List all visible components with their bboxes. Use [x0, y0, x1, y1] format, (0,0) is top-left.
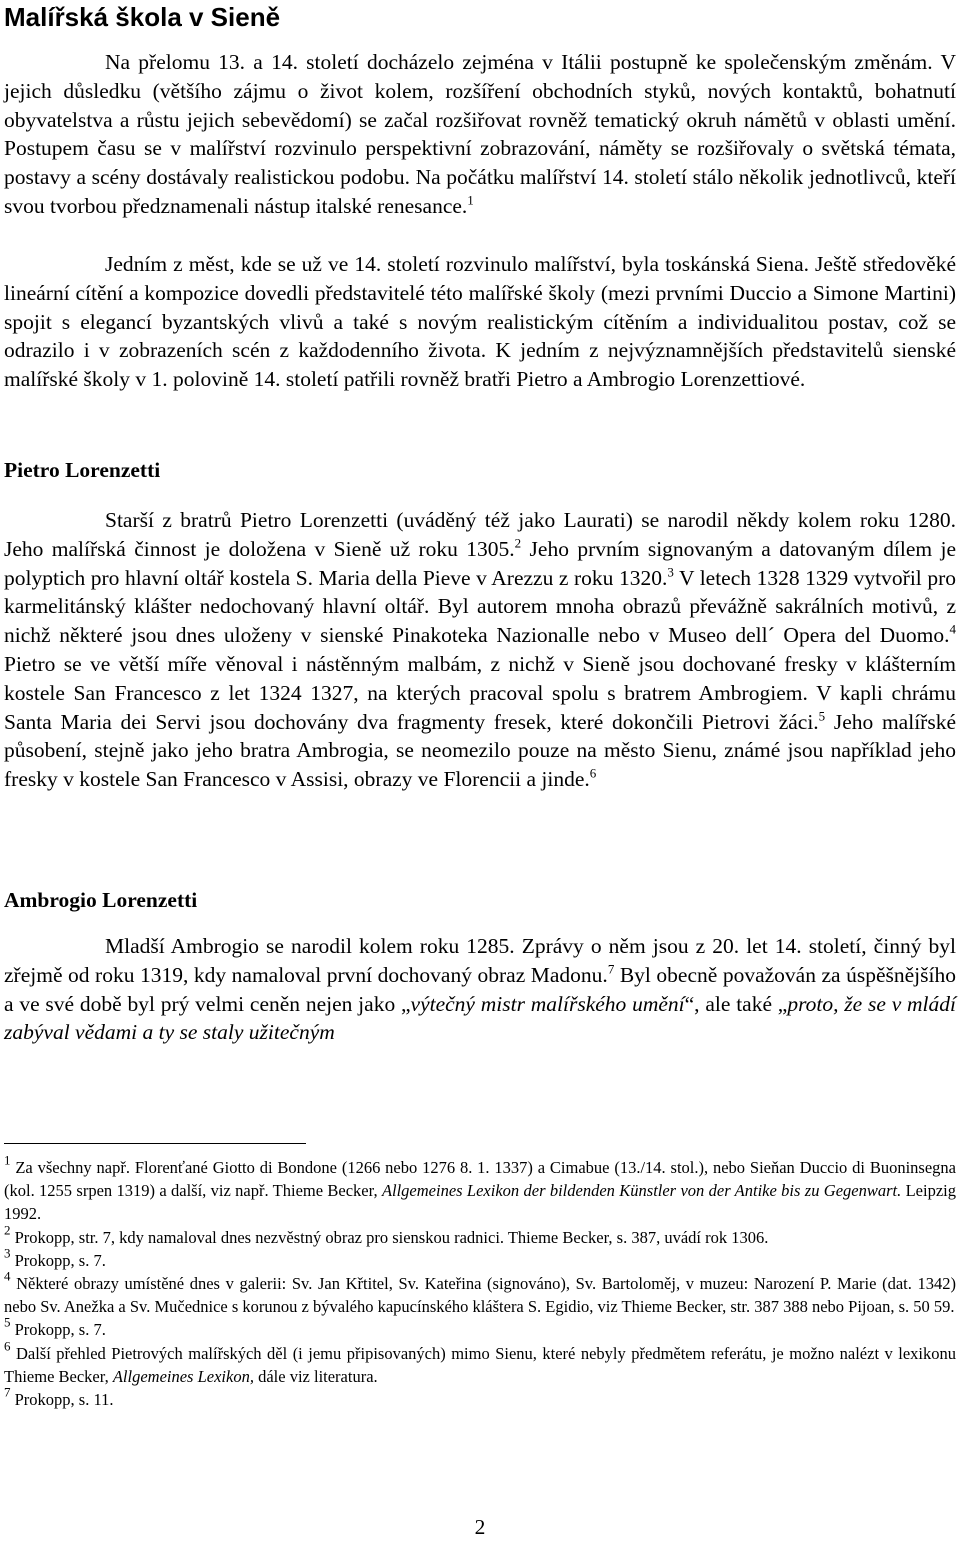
footnote-italic: Allgemeines Lexikon,: [112, 1366, 254, 1386]
footnote-number: 5: [4, 1314, 11, 1330]
intro-paragraph-1: [4, 48, 956, 221]
footnote: [4, 1222, 956, 1249]
footnote-number: 2: [4, 1222, 11, 1238]
footnote-ref-1[interactable]: 1: [467, 192, 474, 208]
footnote-text: Další přehled Pietrových malířských děl (i jemu připisovaných) mimo Sienu, které nebyly předmětem referátu, je možno nalézt v lexikonu Thieme Becker,: [4, 1343, 956, 1386]
pietro-text-4: Pietro se ve větší míře věnoval i nástěnným malbám, z nichž v Sieně jsou dochované fresky v klášterním kostele San Francesco z let 1324 1327, na kterých pracoval spolu s bratrem Ambrogiem. V kapli chrámu Santa Maria dei Servi jsou dochovány dva fragmenty fresek, které dokončili Pietrovi žáci.: [4, 651, 956, 734]
pietro-text-5: Jeho malířské působení, stejně jako jeho bratra Ambrogia, se neomezilo pouze na město Sienu, známé jsou například jeho fresky v kostele San Francesco v Assisi, obrazy ve Florencii a jinde.: [4, 709, 956, 792]
footnote-ref-6[interactable]: 6: [589, 765, 597, 781]
footnote: [4, 1384, 956, 1411]
pietro-paragraph: [4, 506, 956, 794]
footnote: [4, 1314, 956, 1341]
footnote-text: Některé obrazy umístěné dnes v galerii: Sv. Jan Křtitel, Sv. Kateřina (signováno), Sv. Bartoloměj, v muzeu: Narození P. Marie (dat. 1342) nebo Sv. Anežka a Sv. Mučednice s korunou z bývalého kapucínského kláštera S. Egidio, viz Thieme Becker, str. 387 388 nebo Pijoan, s. 50 59.: [4, 1274, 956, 1317]
footnote-number: 1: [4, 1152, 11, 1168]
pietro-text-3: V letech 1328 1329 vytvořil pro karmelitánský klášter nedochovaný hlavní oltář. Byl autorem mnoha obrazů převážně sakrálních motivů, z nichž některé jsou dnes uloženy v sienské Pinakoteka Nazionalle nebo v Museo dell´ Opera del Duomo.: [4, 565, 956, 648]
footnote: [4, 1338, 956, 1388]
ambrogio-quote-1: výtečný mistr malířského umění: [410, 991, 685, 1016]
footnote-text-end: dále viz literatura.: [253, 1366, 378, 1386]
footnote-number: 7: [4, 1384, 11, 1400]
footnote-ref-2[interactable]: 2: [514, 535, 522, 551]
footnote-number: 4: [4, 1268, 11, 1284]
ambrogio-text-1: Mladší Ambrogio se narodil kolem roku 1285. Zprávy o něm jsou z 20. let 14. století, činný byl zřejmě od roku 1319, kdy namaloval první dochovaný obraz Madonu.: [4, 934, 956, 987]
ambrogio-quote-2: proto, že se v mládí zabýval vědami a ty se staly užitečným: [4, 991, 957, 1045]
pietro-text-2: Jeho prvním signovaným a datovaným dílem je polyptich pro hlavní oltář kostela S. Maria della Pieve v Arezzu z roku 1320.: [4, 536, 956, 590]
section-heading-ambrogio: Ambrogio Lorenzetti: [4, 888, 198, 912]
footnote-number: 3: [4, 1245, 11, 1261]
footnote-divider: [4, 1143, 306, 1144]
pietro-text-1: Starší z bratrů Pietro Lorenzetti (uváděný též jako Laurati) se narodil někdy kolem roku 1280. Jeho malířská činnost je doložena v Sieně už roku 1305.: [4, 508, 956, 561]
footnote-text: Prokopp, s. 7.: [10, 1320, 106, 1340]
intro-paragraph-1-text: Na přelomu 13. a 14. století docházelo zejména v Itálii postupně ke společenským změnám. V jejich důsledku (většího zájmu o život kolem, rozšíření obchodních styků, nových kontaktů, bohatnutí obyvatelstva a růstu jejich sebevědomí) se začal rozšiřovat rovněž tematický okruh námětů v oblasti umění. Postupem času se v malířství rozvinulo perspektivní zobrazování, náměty se rozšiřovaly o světská témata, postavy a scény dostávaly realistickou podobu. Na počátku malířství 14. století stálo několik jednotlivců, kteří svou tvorbou předznamenali nástup italské renesance.: [4, 50, 956, 218]
intro-paragraph-2: Jedním z měst, kde se už ve 14. století rozvinulo malířství, byla toskánská Siena. Ještě středověké lineární cítění a kompozice dovedli představitelé této malířské školy (mezi prvními Duccio a Simone Martini) spojit s elegancí byzantských vlivů a také s novým realistickým cítěním a individualitou postav, což se odrazilo i v zobrazeních scén z každodenního života. K jedním z nejvýznamnějších představitelů sienské malířské školy v 1. polovině 14. století patřili rovněž bratři Pietro a Ambrogio Lorenzettiové.: [4, 252, 956, 392]
footnote-text-end: Leipzig 1992.: [4, 1181, 956, 1224]
footnote-text: Za všechny např. Florenťané Giotto di Bondone (1266 nebo 1276 8. 1. 1337) a Cimabue (13./14. stol.), nebo Sieňan Duccio di Buoninsegna (kol. 1255 srpen 1319) a další, viz např. Thieme Becker,: [4, 1158, 956, 1201]
footnote-ref-7[interactable]: 7: [607, 961, 615, 977]
ambrogio-text-2: Byl obecně považován za úspěšnějšího a ve své době byl prý velmi ceněn nejen jako „: [4, 962, 956, 1016]
footnote-text: Prokopp, s. 11.: [10, 1390, 114, 1410]
footnote: [4, 1245, 956, 1272]
footnote-ref-5[interactable]: 5: [818, 708, 826, 724]
ambrogio-paragraph: [4, 932, 956, 1047]
ambrogio-text-3: “, ale také „: [684, 991, 788, 1016]
footnote: [4, 1152, 956, 1226]
section-heading-pietro: Pietro Lorenzetti: [4, 458, 161, 482]
page-title: Malířská škola v Sieně: [4, 2, 281, 32]
footnote-ref-3[interactable]: 3: [667, 564, 674, 580]
footnote-ref-4[interactable]: 4: [949, 621, 956, 637]
footnote-italic: Allgemeines Lexikon der bildenden Künstler von der Antike bis zu Gegenwart.: [381, 1181, 902, 1201]
footnote-number: 6: [4, 1338, 11, 1354]
footnotes-section: [4, 1152, 956, 1411]
footnote-text: Prokopp, str. 7, kdy namaloval dnes nezvěstný obraz pro sienskou radnici. Thieme Becker, s. 387, uvádí rok 1306.: [10, 1227, 769, 1247]
footnote-text: Prokopp, s. 7.: [10, 1250, 106, 1270]
page-number: 2: [474, 1515, 486, 1539]
footnote: [4, 1268, 956, 1318]
